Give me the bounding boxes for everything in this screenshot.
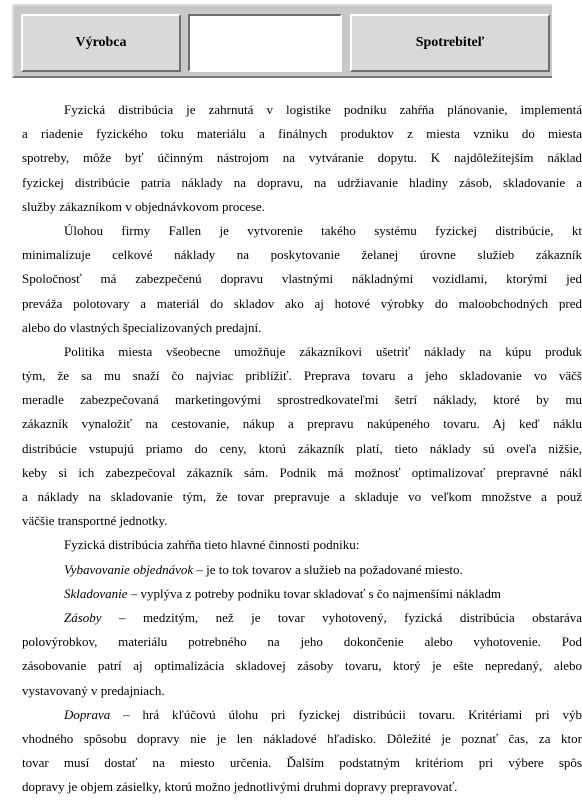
text-line bbox=[22, 679, 582, 703]
text-line bbox=[22, 412, 582, 436]
line-text: služby zákazníkom v objednávkovom procese. bbox=[22, 198, 265, 214]
term-label: Skladovanie bbox=[64, 585, 128, 601]
text-line bbox=[22, 606, 582, 630]
table-cell-empty bbox=[188, 14, 342, 72]
text-line bbox=[22, 533, 582, 557]
document-body bbox=[22, 98, 582, 800]
line-text: vystavovaný v predajniach. bbox=[22, 682, 165, 698]
text-line bbox=[22, 654, 582, 678]
line-text: minimalizuje celkové náklady na poskytovanie želanej úrovne služieb zákazník bbox=[22, 247, 582, 263]
line-text: – vyplýva z potreby podniku tovar skladovať s čo najmenšími nákladm bbox=[127, 585, 501, 601]
text-line bbox=[22, 751, 582, 775]
text-line bbox=[22, 461, 582, 485]
text-line bbox=[22, 388, 582, 412]
table-cell-producer: Výrobca bbox=[21, 14, 181, 72]
text-line bbox=[22, 630, 582, 654]
line-text: fyzickej distribúcie patria náklady na dopravu, na udržiavanie hladiny zásob, skladovanie a bbox=[22, 174, 582, 190]
text-line bbox=[22, 364, 582, 388]
text-line bbox=[22, 775, 582, 799]
text-line bbox=[22, 122, 582, 146]
table-cell-consumer: Spotrebiteľ bbox=[350, 14, 550, 72]
text-line bbox=[22, 219, 582, 243]
line-text: – medzitým, než je tovar vyhotovený, fyzická distribúcia obstaráva bbox=[101, 610, 582, 626]
line-text: – hrá kľúčovú úlohu pri fyzickej distribúcii tovaru. Kritériami pri výb bbox=[110, 706, 582, 722]
text-line bbox=[22, 485, 582, 509]
line-text: distribúcie vstupujú priamo do ceny, ktorú zákazník platí, tieto náklady sú oveľa nižšie, bbox=[22, 440, 582, 456]
line-text: alebo do vlastných špecializovaných predajní. bbox=[22, 319, 262, 335]
text-line bbox=[22, 171, 582, 195]
line-text: Fyzická distribúcia zahŕňa tieto hlavné činnosti podniku: bbox=[64, 537, 360, 553]
text-line bbox=[22, 316, 582, 340]
line-text: dopravy je objem zásielky, ktorú možno jednotlivými druhmi dopravy prepravovať. bbox=[22, 779, 458, 795]
line-text: spotreby, môže byť účinným nástrojom na vytváranie dopytu. K najdôležitejším náklad bbox=[22, 150, 582, 166]
text-line bbox=[22, 509, 582, 533]
line-text: tým, že sa mu snaží čo najviac priblížiť. Preprava tovaru a jeho skladovanie vo väčš bbox=[22, 368, 582, 384]
line-text: Spoločnosť má zabezpečenú dopravu vlastnými nákladnými vozidlami, ktorými jed bbox=[22, 271, 582, 287]
text-line bbox=[22, 292, 582, 316]
line-text: meradle zabezpečovaná marketingovými sprostredkovateľmi šetrí náklady, ktoré by mu bbox=[22, 392, 582, 408]
distribution-table bbox=[12, 4, 552, 78]
line-text: a riadenie fyzického toku materiálu a finálnych produktov z miesta vzniku do miesta bbox=[22, 126, 582, 142]
line-text: tovar musí dostať na miesto určenia. Ďalším podstatným kritériom pri výbere spôs bbox=[22, 755, 582, 771]
text-line bbox=[22, 437, 582, 461]
line-text: Fyzická distribúcia je zahrnutá v logistike podniku zahŕňa plánovanie, implementá bbox=[64, 102, 582, 117]
line-text: a náklady na skladovanie tým, že tovar prepravuje a skladuje vo veľkom množstve a použ bbox=[22, 489, 582, 505]
term-label: Doprava bbox=[64, 706, 111, 722]
text-line bbox=[22, 703, 582, 727]
text-line bbox=[22, 582, 582, 606]
line-text: – je to tok tovarov a služieb na požadované miesto. bbox=[193, 561, 463, 577]
text-line bbox=[22, 340, 582, 364]
line-text: zásobovanie patrí aj optimalizácia skladovej zásoby tovaru, ktorý je ešte nepredaný, alebo bbox=[22, 658, 582, 674]
line-text: polovýrobkov, materiálu potrebného na jeho dokončenie alebo vyhotovenie. Pod bbox=[22, 634, 582, 650]
line-text: zákazník vynaložiť na cestovanie, nákup a prepravu nakúpeného tovaru. Aj keď náklu bbox=[22, 416, 582, 432]
line-text: keby si ich zabezpečoval zákazník sám. Podnik má možnosť optimalizovať prepravné nákl bbox=[22, 464, 582, 480]
term-label: Zásoby bbox=[64, 610, 102, 626]
line-text: väčšie transportné jednotky. bbox=[22, 513, 168, 529]
text-line bbox=[22, 195, 582, 219]
text-line bbox=[22, 146, 582, 170]
line-text: Politika miesta všeobecne umožňuje zákazníkovi ušetriť náklady na kúpu produk bbox=[64, 343, 582, 359]
line-text: vhodného spôsobu dopravy nie je len nákladové hľadisko. Dôležité je poznať čas, za ktor bbox=[22, 730, 582, 746]
line-text: Úlohou firmy Fallen je vytvorenie takého systému fyzickej distribúcie, kt bbox=[64, 222, 582, 238]
text-line bbox=[22, 243, 582, 267]
text-line bbox=[22, 98, 582, 122]
line-text: preváža polotovary a materiál do skladov ako aj hotové výrobky do maloobchodných pred bbox=[22, 295, 582, 311]
text-line bbox=[22, 558, 582, 582]
text-line bbox=[22, 267, 582, 291]
text-line bbox=[22, 727, 582, 751]
term-label: Vybavovanie objednávok bbox=[64, 561, 194, 577]
